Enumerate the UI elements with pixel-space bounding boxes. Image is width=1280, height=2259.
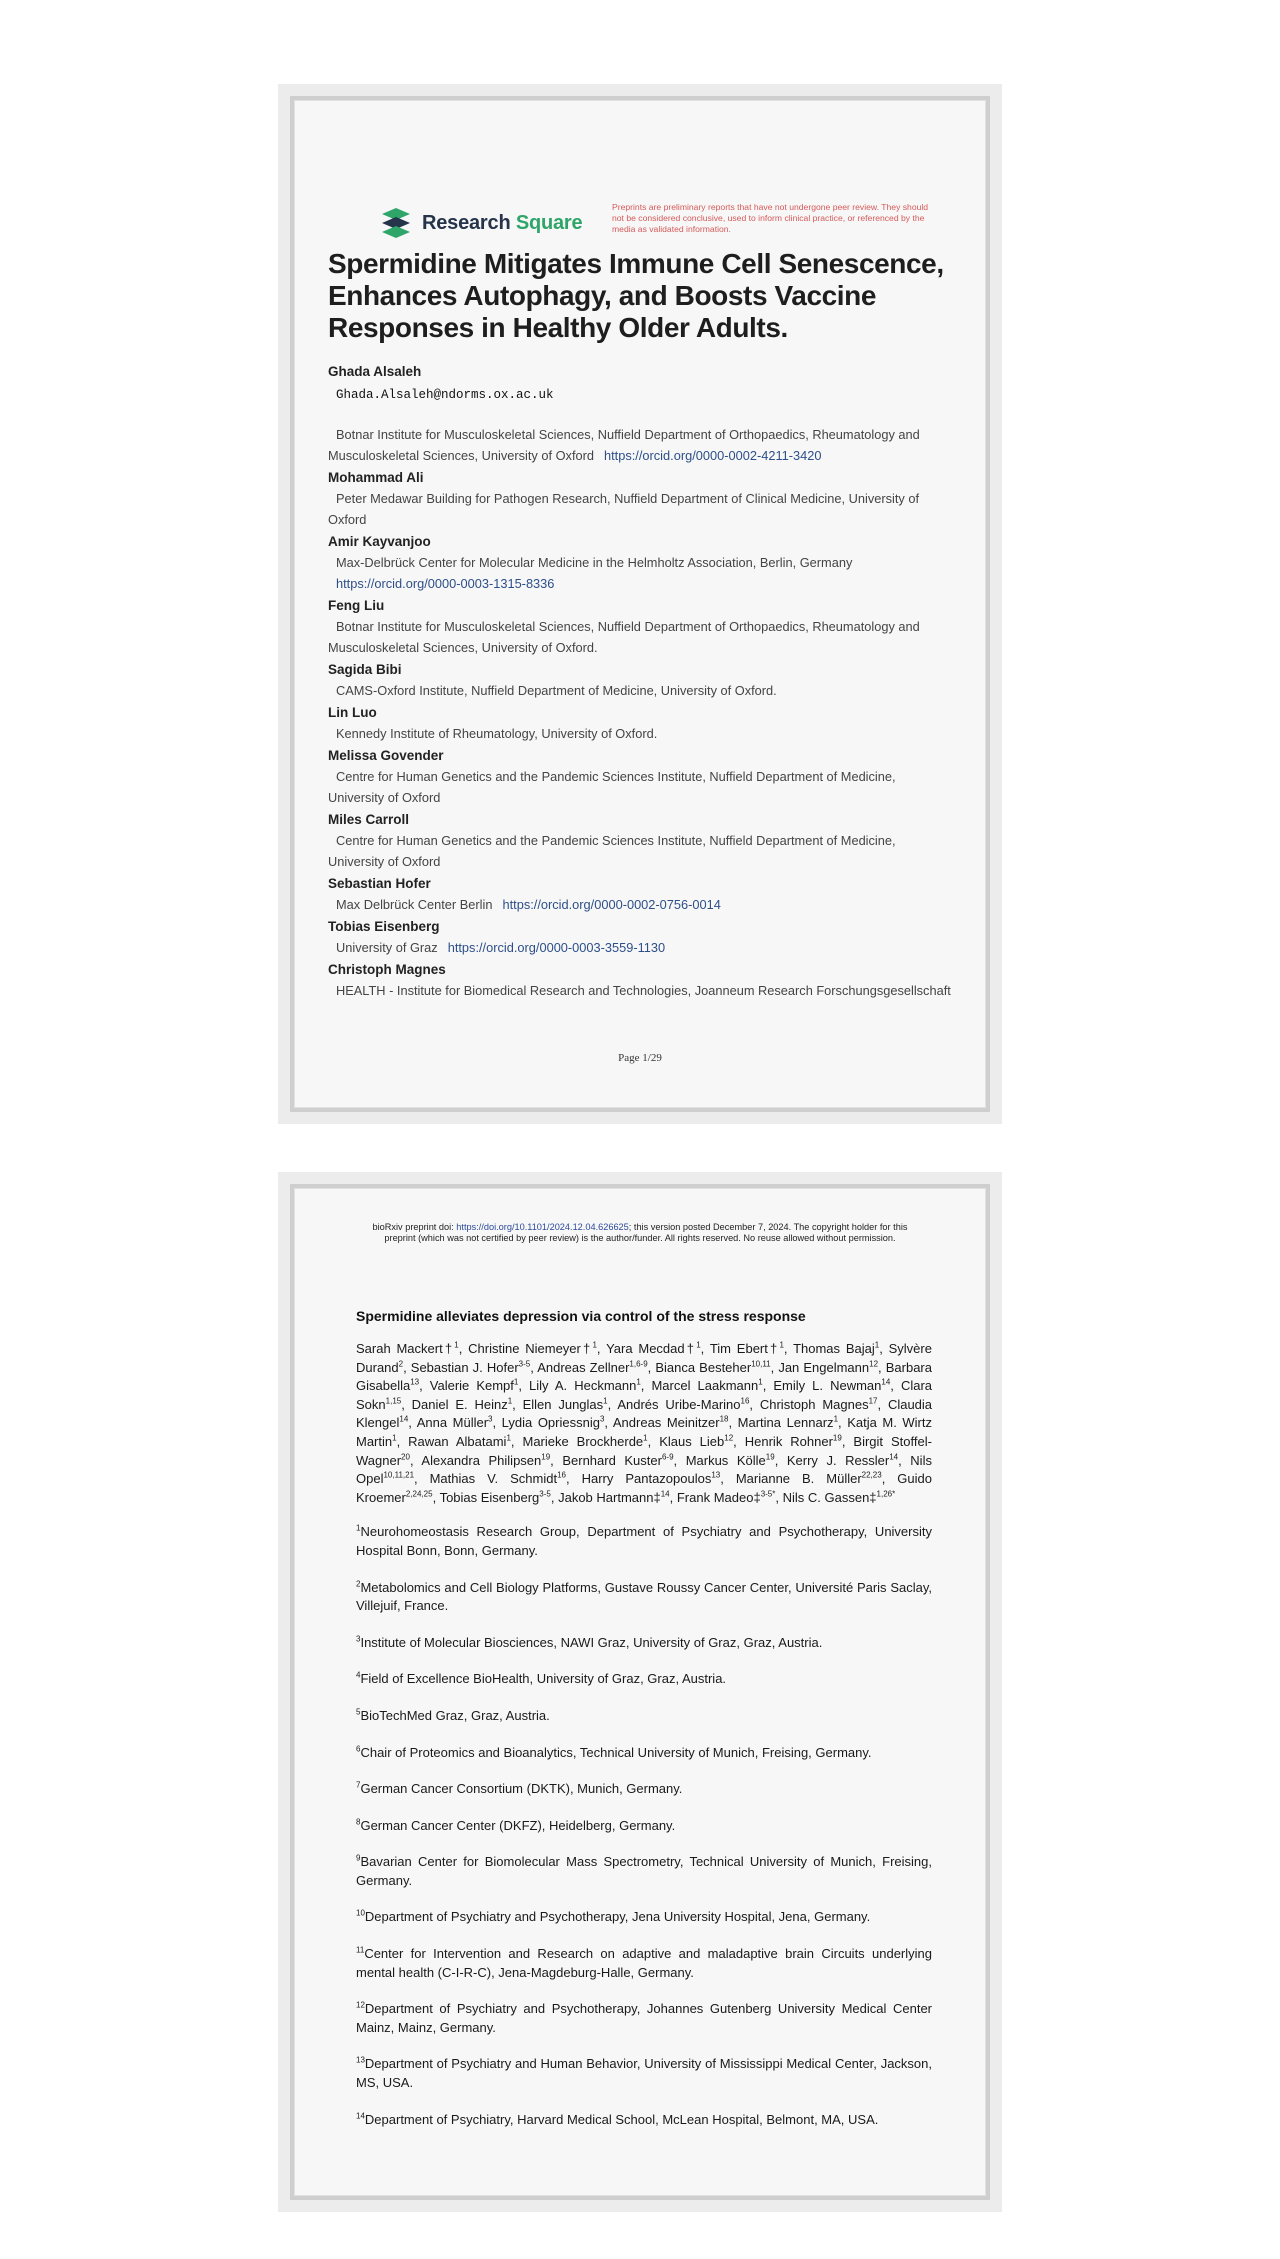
author-affiliation-marker: 10,11,21 <box>383 1470 415 1480</box>
author-name: Feng Liu <box>328 598 385 613</box>
author-entry: Clara Sokn$^{1,15}$ <box>356 1378 933 1412</box>
affiliation-item: $^5$BioTechMed Graz, Graz, Austria. <box>356 1707 550 1723</box>
affiliation-item: $^{13}$Department of Psychiatry and Human Behavior, University of Mississippi Medical Center, Jackson, MS, USA. <box>356 2056 932 2091</box>
author-affiliation-marker: 1 <box>833 1415 839 1425</box>
orcid-link[interactable]: https://orcid.org/0000-0003-1315-8336 <box>336 576 555 591</box>
author-entry: Anna Müller$^3$ <box>416 1415 493 1431</box>
author-entry: Sebastian J. Hofer$^{3-5}$ <box>410 1359 531 1375</box>
author-affiliation <box>328 616 952 658</box>
author-affiliation-marker: 22,23 <box>861 1470 882 1480</box>
affiliation-number: 3 <box>356 1634 361 1644</box>
author-affiliation <box>328 488 952 530</box>
affiliation-text: Centre for Human Genetics and the Pandemic Sciences Institute, Nuffield Department of Medicine, University of Oxford <box>328 769 896 805</box>
author-affiliation-marker: 1 <box>592 1340 597 1350</box>
author-entry: Alexandra Philipsen$^{19}$ <box>421 1452 551 1468</box>
author-entry: Bianca Besteher$^{10,11}$ <box>655 1359 771 1375</box>
author-affiliation-marker: 12 <box>869 1359 879 1369</box>
affiliation-item: $^7$German Cancer Consortium (DKTK), Munich, Germany. <box>356 1780 683 1797</box>
affiliation-list <box>356 1523 932 2129</box>
author-affiliation-marker: 18 <box>719 1415 729 1425</box>
affiliation-item: $^{12}$Department of Psychiatry and Psychotherapy, Johannes Gutenberg University Medical Center Mainz, Mainz, Germany. <box>356 2000 932 2035</box>
author-entry: Markus Kölle$^{19}$ <box>685 1452 775 1468</box>
author-entry: Valerie Kempf$^1$ <box>429 1377 519 1394</box>
affiliation-text: HEALTH - Institute for Biomedical Research and Technologies, Joanneum Research Forschungsgesellschaft <box>336 983 951 998</box>
orcid-link[interactable]: https://orcid.org/0000-0003-3559-1130 <box>447 940 666 955</box>
author-entry: Andreas Zellner$^{1,6-9}$ <box>537 1359 648 1375</box>
affiliation-item: $^8$German Cancer Center (DKFZ), Heidelberg, Germany. <box>356 1817 676 1833</box>
author-affiliation-marker: 1,6-9 <box>629 1359 648 1369</box>
author-affiliation <box>328 424 952 466</box>
author-entry: Martina Lennarz$^1$ <box>737 1415 839 1431</box>
author-affiliation-marker: 1 <box>513 1377 519 1387</box>
affiliation-text: CAMS-Oxford Institute, Nuffield Department of Medicine, University of Oxford. <box>336 683 777 698</box>
affiliation-item: $^4$Field of Excellence BioHealth, University of Graz, Graz, Austria. <box>356 1670 727 1687</box>
research-square-logo-icon <box>380 208 414 238</box>
author-entry: Andreas Meinitzer$^{18}$ <box>612 1415 729 1431</box>
page-2-body <box>356 1308 932 2147</box>
preprint-page-2 <box>278 1172 1002 2212</box>
author-entry: Lily A. Heckmann$^1$ <box>529 1377 641 1394</box>
affiliation-item: $^1$Neurohomeostasis Research Group, Department of Psychiatry and Psychotherapy, University Hospital Bonn, Bonn, Germany. <box>356 1524 932 1558</box>
affiliation-text: Kennedy Institute of Rheumatology, University of Oxford. <box>336 726 658 741</box>
affiliation-number: 13 <box>356 2056 365 2066</box>
author-entry: Ellen Junglas$^1$ <box>522 1396 608 1412</box>
paper-title: Spermidine Mitigates Immune Cell Senescence, Enhances Autophagy, and Boosts Vaccine Responses in Healthy Older Adults. <box>328 248 944 343</box>
author-affiliation-marker: 1,26* <box>876 1489 896 1499</box>
author-affiliation-marker: 20 <box>401 1452 410 1462</box>
affiliation-number: 8 <box>356 1817 361 1827</box>
author-email[interactable]: Ghada.Alsaleh@ndorms.ox.ac.uk <box>336 388 554 402</box>
author-entry: Christoph Magnes$^{17}$ <box>759 1396 878 1412</box>
author-name: Mohammad Ali <box>328 470 424 485</box>
research-square-name: Research Square <box>422 211 583 234</box>
author-entry: Sylvère Durand$^2$ <box>356 1341 932 1375</box>
author-affiliation-marker: 1 <box>603 1396 608 1406</box>
author-entry: Christine Niemeyer†$^1$ <box>468 1340 597 1356</box>
affiliation-item: $^{10}$Department of Psychiatry and Psychotherapy, Jena University Hospital, Jena, Germany. <box>356 1909 871 1925</box>
biorxiv-line-2: preprint (which was not certified by peer review) is the author/funder. All rights reserved. No reuse allowed without permission. <box>384 1233 896 1243</box>
author-entry: Sarah Mackert†$^1$ <box>356 1340 459 1356</box>
author-affiliation-marker: 10,11 <box>751 1359 771 1369</box>
author-affiliation-marker: 6-9 <box>661 1452 674 1462</box>
affiliation-text: Max-Delbrück Center for Molecular Medicine in the Helmholtz Association, Berlin, Germany <box>336 555 853 570</box>
author-affiliation <box>328 980 952 1001</box>
affiliation-item: $^9$Bavarian Center for Biomolecular Mass Spectrometry, Technical University of Munich, Freising, Germany. <box>356 1853 932 1888</box>
author-affiliation-marker: 2,24,25 <box>405 1489 433 1499</box>
author-affiliation <box>328 894 952 915</box>
author-entry: Jakob Hartmann‡$^{14}$ <box>558 1489 670 1505</box>
author-entry: Jan Engelmann$^{12}$ <box>778 1359 879 1375</box>
affiliation-item: $^6$Chair of Proteomics and Bioanalytics, Technical University of Munich, Freising, Germany. <box>356 1744 872 1760</box>
paper-2-title: Spermidine alleviates depression via control of the stress response <box>356 1308 806 1324</box>
author-name: Sagida Bibi <box>328 662 402 677</box>
author-affiliation-marker: 1 <box>392 1433 397 1443</box>
author-affiliation <box>328 937 952 958</box>
page-1-frame <box>290 96 990 1112</box>
affiliation-number: 12 <box>356 2000 365 2010</box>
affiliation-item: $^{11}$Center for Intervention and Research on adaptive and maladaptive brain Circuits underlying mental health (C-I-R-C), Jena-Magdeburg-Halle, Germany. <box>356 1945 932 1980</box>
orcid-link[interactable]: https://orcid.org/0000-0002-4211-3420 <box>604 448 822 463</box>
author-entry: Andrés Uribe-Marino$^{16}$ <box>617 1396 750 1412</box>
author-affiliation-marker: 3 <box>599 1415 605 1425</box>
author-affiliation-marker: 2 <box>398 1359 404 1369</box>
author-entry: Claudia Klengel$^{14}$ <box>356 1396 933 1431</box>
author-affiliation-marker: 1 <box>643 1433 648 1443</box>
author-entry: Marianne B. Müller$^{22,23}$ <box>735 1470 882 1487</box>
author-affiliation <box>328 552 952 594</box>
author-entry: Frank Madeo‡$^{3-5*}$ <box>676 1489 776 1505</box>
author-affiliation <box>328 830 952 872</box>
preprint-page-1 <box>278 84 1002 1124</box>
author-affiliation-marker: 14 <box>399 1415 409 1425</box>
author-affiliation-marker: 17 <box>868 1396 878 1406</box>
author-entry: Guido Kroemer$^{2,24,25}$ <box>356 1471 932 1505</box>
affiliation-number: 4 <box>356 1670 361 1680</box>
author-entry: Katja M. Wirtz Martin$^1$ <box>356 1415 932 1449</box>
author-entry: Tim Ebert†$^1$ <box>709 1340 784 1356</box>
author-entry: Mathias V. Schmidt$^{16}$ <box>429 1470 567 1487</box>
author-affiliation-marker: 1 <box>758 1377 763 1387</box>
author-entry: Nils Opel$^{10,11,21}$ <box>356 1452 932 1487</box>
author-entry: Rawan Albatami$^1$ <box>408 1433 511 1449</box>
author-name: Amir Kayvanjoo <box>328 534 431 549</box>
affiliation-number: 1 <box>356 1524 361 1534</box>
preprint-disclaimer: Preprints are preliminary reports that have not undergone peer review. They should not be considered conclusive, used to inform clinical practice, or referenced by the media as validated information. <box>612 202 929 234</box>
biorxiv-header <box>334 1222 946 1244</box>
author-affiliation-marker: 1 <box>636 1377 641 1387</box>
author-name: Ghada Alsaleh <box>328 364 422 379</box>
author-entry: Henrik Rohner$^{19}$ <box>744 1433 842 1449</box>
research-square-header <box>294 200 986 244</box>
affiliation-item: $^{14}$Department of Psychiatry, Harvard Medical School, McLean Hospital, Belmont, MA, USA. <box>356 2111 879 2127</box>
author-entry: Barbara Gisabella$^{13}$ <box>356 1359 932 1394</box>
author-entry: Emily L. Newman$^{14}$ <box>773 1377 891 1394</box>
affiliation-number: 11 <box>356 1945 365 1955</box>
doi-link[interactable]: https://doi.org/10.1101/2024.12.04.626625 <box>456 1222 629 1232</box>
paper-2-author-list: Sarah Mackert†$^1$, Christine Niemeyer†$^1$, Yara Mecdad†$^1$, Tim Ebert†$^1$, Thomas Bajaj$^1$, Sylvère Durand$^2$, Sebastian J. Hofer$^{3-5}$, Andreas Zellner$^{1,6-9}$, Bianca Besteher$^{10,11}$, Jan Engelmann$^{12}$, Barbara Gisabella$^{13}$, Valerie Kempf$^1$, Lily A. Heckmann$^1$, Marcel Laakmann$^1$, Emily L. Newman$^{14}$, Clara Sokn$^{1,15}$, Daniel E. Heinz$^1$, Ellen Junglas$^1$, Andrés Uribe-Marino$^{16}$, Christoph Magnes$^{17}$, Claudia Klengel$^{14}$, Anna Müller$^3$, Lydia Opriessnig$^3$, Andreas Meinitzer$^{18}$, Martina Lennarz$^1$, Katja M. Wirtz Martin$^1$, Rawan Albatami$^1$, Marieke Brockherde$^1$, Klaus Lieb$^{12}$, Henrik Rohner$^{19}$, Birgit Stoffel-Wagner$^{20}$, Alexandra Philipsen$^{19}$, Bernhard Kuster$^{6-9}$, Markus Kölle$^{19}$, Kerry J. Ressler$^{14}$, Nils Opel$^{10,11,21}$, Mathias V. Schmidt$^{16}$, Harry Pantazopoulos$^{13}$, Marianne B. Müller$^{22,23}$, Guido Kroemer$^{2,24,25}$, Tobias Eisenberg$^{3-5}$, Jakob Hartmann‡$^{14}$, Frank Madeo‡$^{3-5*}$, Nils C. Gassen‡$^{1,26*}$ <box>356 1340 933 1505</box>
author-affiliation-marker: 1 <box>507 1396 513 1406</box>
author-entry: Klaus Lieb$^{12}$ <box>659 1433 734 1449</box>
affiliation-number: 14 <box>356 2111 365 2121</box>
author-name: Tobias Eisenberg <box>328 919 440 934</box>
author-name: Sebastian Hofer <box>328 876 431 891</box>
affiliation-text: Botnar Institute for Musculoskeletal Sciences, Nuffield Department of Orthopaedics, Rheumatology and Musculoskeletal Sciences, University of Oxford <box>328 427 920 463</box>
author-name: Melissa Govender <box>328 748 444 763</box>
affiliation-number: 2 <box>356 1579 361 1589</box>
author-affiliation-marker: 1 <box>506 1433 511 1443</box>
author-affiliation-marker: 1 <box>874 1340 880 1350</box>
author-affiliation-marker: 3 <box>488 1415 493 1425</box>
affiliation-item: $^3$Institute of Molecular Biosciences, NAWI Graz, University of Graz, Graz, Austria. <box>356 1634 823 1650</box>
author-entry: Lydia Opriessnig$^3$ <box>501 1415 605 1431</box>
author-affiliation-marker: 13 <box>410 1377 420 1387</box>
author-affiliation <box>328 680 952 701</box>
affiliation-number: 6 <box>356 1744 361 1754</box>
page-1-body <box>328 248 952 1001</box>
author-affiliation-marker: 14 <box>889 1452 899 1462</box>
author-affiliation-marker: 14 <box>660 1489 670 1499</box>
affiliation-number: 9 <box>356 1853 361 1863</box>
affiliation-text: University of Graz <box>336 940 438 955</box>
author-name: Christoph Magnes <box>328 962 446 977</box>
author-affiliation-marker: 1 <box>779 1340 784 1350</box>
author-affiliation-marker: 14 <box>881 1377 891 1387</box>
affiliation-number: 10 <box>356 1909 365 1919</box>
author-entry: Birgit Stoffel-Wagner$^{20}$ <box>356 1433 932 1468</box>
affiliation-text: Peter Medawar Building for Pathogen Research, Nuffield Department of Clinical Medicine, University of Oxford <box>328 491 920 527</box>
affiliation-text: Max Delbrück Center Berlin <box>336 897 493 912</box>
author-affiliation <box>328 766 952 808</box>
author-affiliation <box>328 723 952 744</box>
author-affiliation-marker: 1 <box>454 1340 459 1350</box>
author-affiliation-marker: 3-5 <box>518 1359 531 1369</box>
author-entry: Thomas Bajaj$^1$ <box>793 1340 880 1356</box>
affiliation-number: 5 <box>356 1707 361 1717</box>
author-entry: Marieke Brockherde$^1$ <box>522 1433 648 1449</box>
author-entry: Nils C. Gassen‡$^{1,26*}$ <box>782 1489 896 1505</box>
affiliation-text: Botnar Institute for Musculoskeletal Sciences, Nuffield Department of Orthopaedics, Rheumatology and Musculoskeletal Sciences, University of Oxford. <box>328 619 920 655</box>
author-entry: Yara Mecdad†$^1$ <box>606 1340 701 1356</box>
author-affiliation-marker: 16 <box>740 1396 750 1406</box>
author-affiliation-marker: 3-5* <box>760 1489 776 1499</box>
author-entry: Harry Pantazopoulos$^{13}$ <box>581 1470 721 1487</box>
affiliation-number: 7 <box>356 1780 361 1790</box>
affiliation-item: $^2$Metabolomics and Cell Biology Platforms, Gustave Roussy Cancer Center, Université Paris Saclay, Villejuif, France. <box>356 1579 932 1614</box>
author-affiliation-marker: 12 <box>724 1433 734 1443</box>
author-entry: Daniel E. Heinz$^1$ <box>411 1396 513 1412</box>
author-affiliation-marker: 13 <box>711 1470 721 1480</box>
author-affiliation-marker: 1 <box>696 1340 701 1350</box>
author-entry: Bernhard Kuster$^{6-9}$ <box>562 1452 674 1468</box>
author-affiliation-marker: 1,15 <box>385 1396 402 1406</box>
author-name: Miles Carroll <box>328 812 410 827</box>
author-entry: Marcel Laakmann$^1$ <box>651 1377 763 1394</box>
page-2-frame <box>290 1184 990 2200</box>
author-affiliation-marker: 19 <box>832 1433 842 1443</box>
author-affiliation-marker: 19 <box>765 1452 775 1462</box>
author-entry: Kerry J. Ressler$^{14}$ <box>786 1452 899 1468</box>
author-affiliation-marker: 19 <box>541 1452 551 1462</box>
author-list <box>328 362 952 1001</box>
research-square-logo <box>380 208 582 238</box>
page-number: Page 1/29 <box>618 1052 662 1064</box>
author-name: Lin Luo <box>328 705 377 720</box>
orcid-link[interactable]: https://orcid.org/0000-0002-0756-0014 <box>502 897 721 912</box>
author-entry: Tobias Eisenberg$^{3-5}$ <box>439 1489 551 1505</box>
biorxiv-line-1: bioRxiv preprint doi: https://doi.org/10.1101/2024.12.04.626625; this version posted December 7, 2024. The copyright holder for this <box>372 1222 908 1232</box>
affiliation-text: Centre for Human Genetics and the Pandemic Sciences Institute, Nuffield Department of Medicine, University of Oxford <box>328 833 896 869</box>
author-affiliation-marker: 16 <box>557 1470 567 1480</box>
author-affiliation-marker: 3-5 <box>539 1489 551 1499</box>
